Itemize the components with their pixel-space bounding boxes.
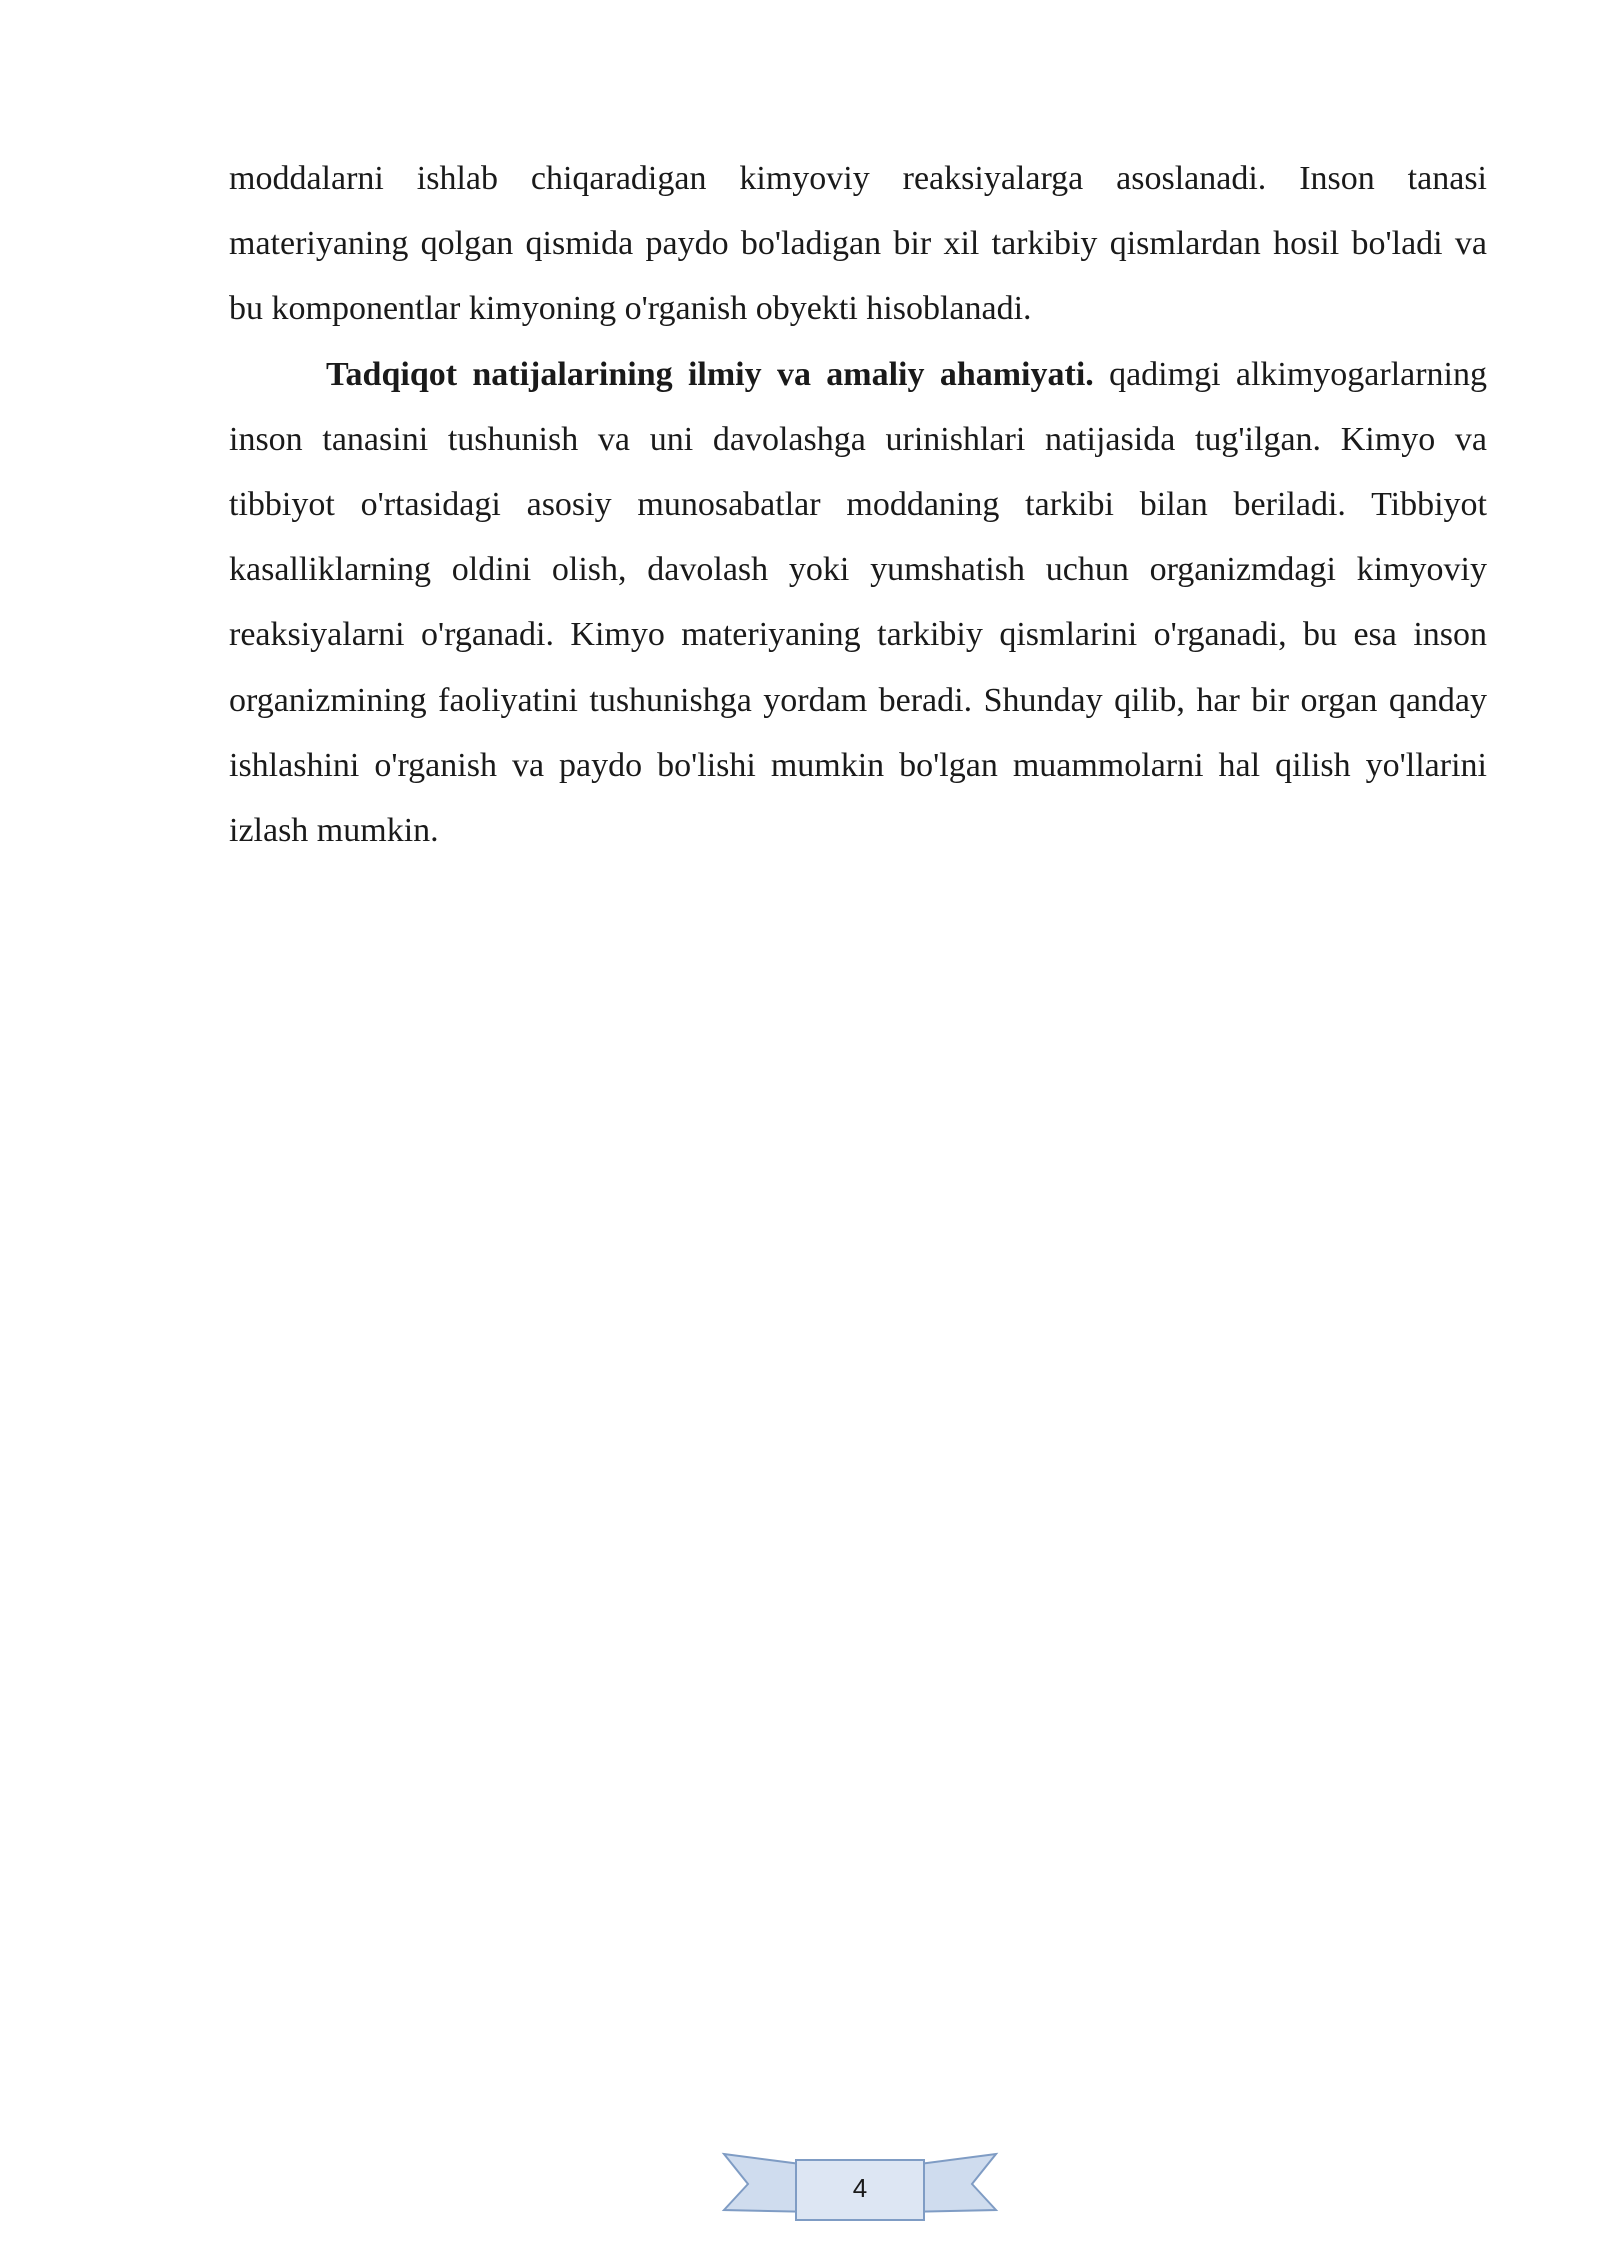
paragraph-text: qadimgi alkimyogarlarning inson tanasini tushunish va uni davolashga urinishlari natijasida tug'ilgan. Kimyo va tibbiyot o'rtasidagi asosiy munosabatlar moddaning tarkibi bilan beriladi. Tibbiyot kasalliklarning oldini olish, davolash yoki yumshatish uchun organizmdagi kimyoviy reaksiyalarni o'rganadi. Kimyo materiyaning tarkibiy qismlarini o'rganadi, bu esa inson organizmining faoliyatini tushunishga yordam beradi. Shunday qilib, har bir organ qanday ishlashini o'rganish va paydo bo'lishi mumkin bo'lgan muammolarni hal qilish yo'llarini izlash mumkin. xyxy=(229,355,1487,850)
paragraph-heading: Tadqiqot natijalarining ilmiy va amaliy ahamiyati. xyxy=(326,355,1094,393)
document-body xyxy=(229,146,1487,863)
paragraph-significance xyxy=(229,342,1487,864)
paragraph-intro: moddalarni ishlab chiqaradigan kimyoviy reaksiyalarga asoslanadi. Inson tanasi materiyaning qolgan qismida paydo bo'ladigan bir xil tarkibiy qismlardan hosil bo'ladi va bu komponentlar kimyoning o'rganish obyekti hisoblanadi. xyxy=(229,160,1487,328)
page-number: 4 xyxy=(852,2173,868,2203)
page-footer xyxy=(720,2148,1000,2228)
